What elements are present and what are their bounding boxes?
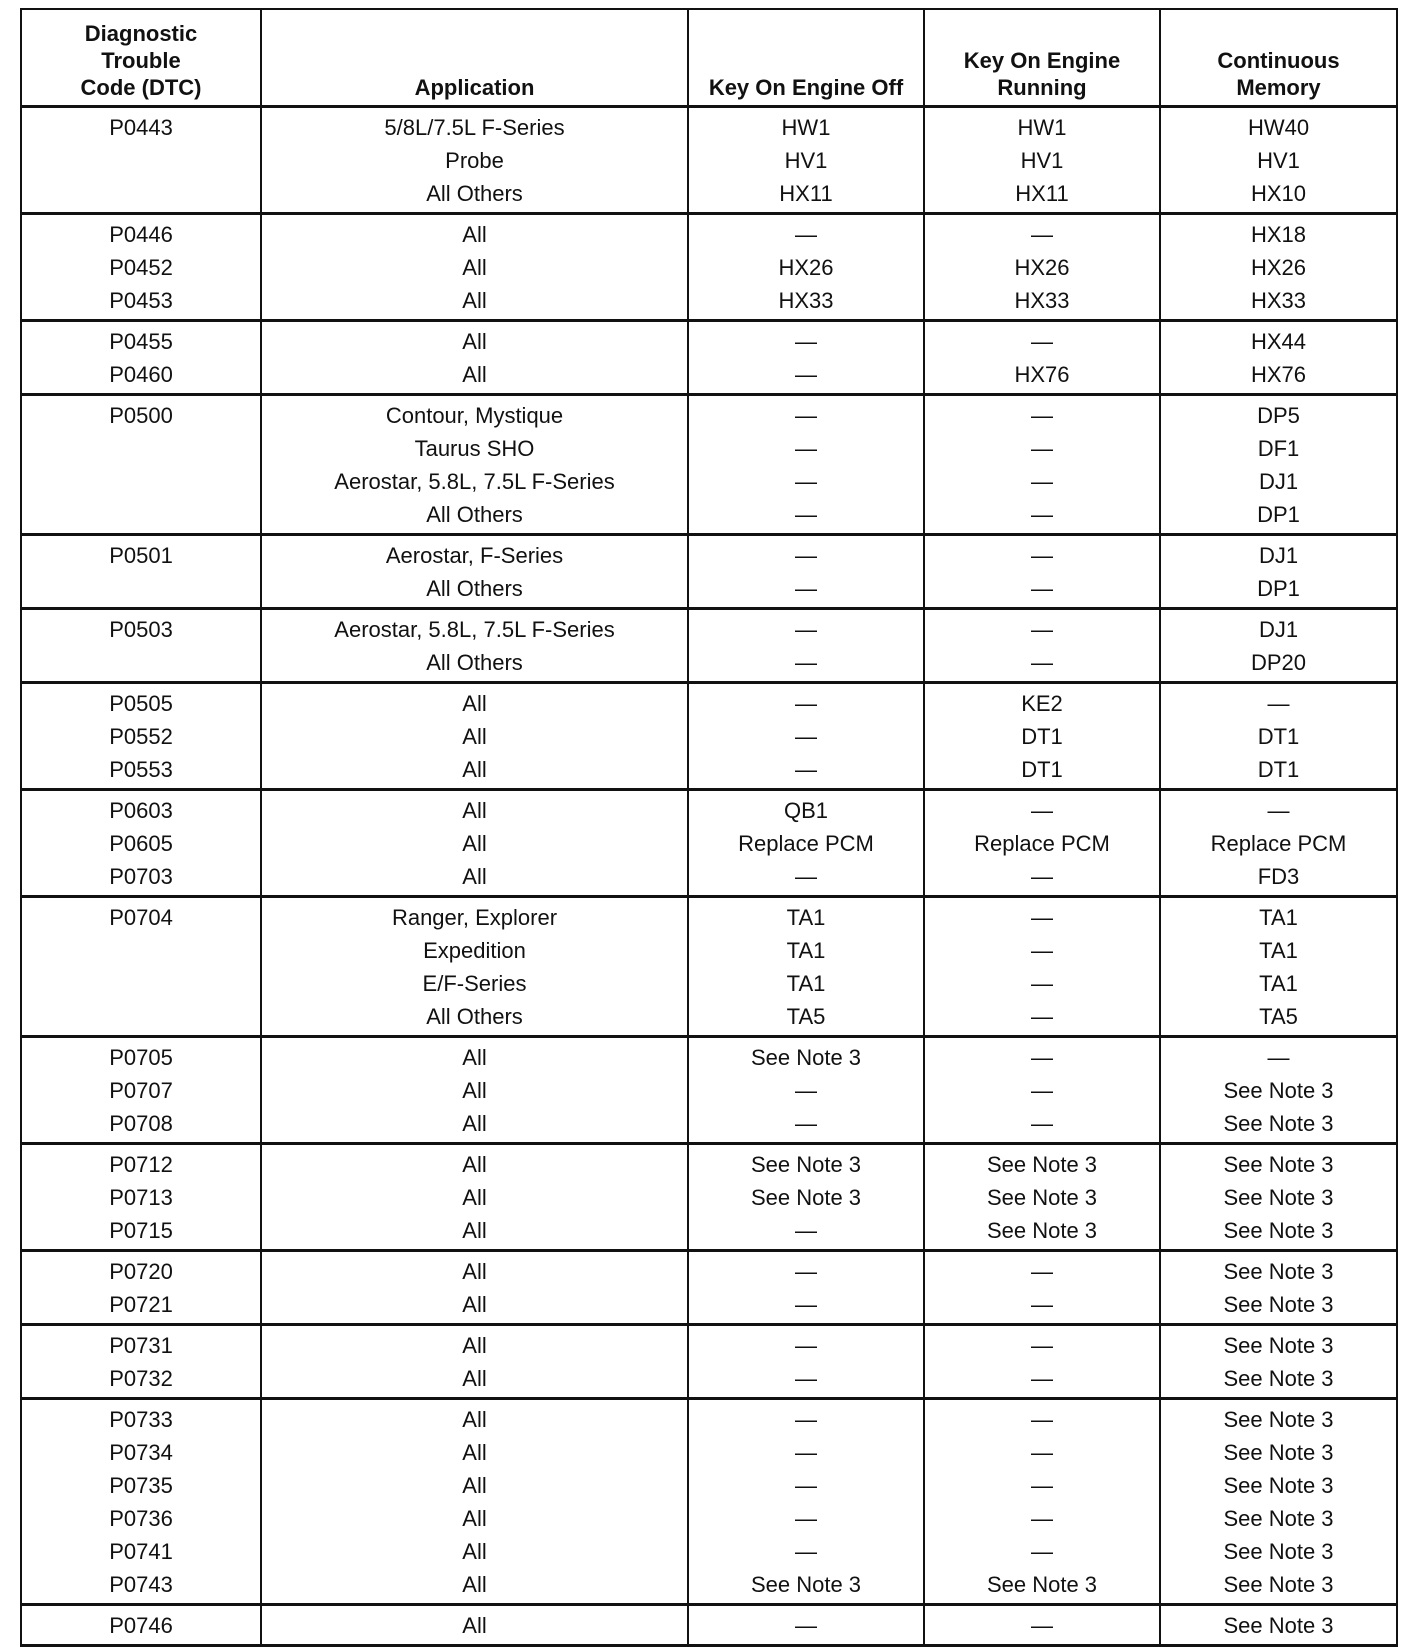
dtc-table — [20, 8, 1398, 1647]
cell-continuous-memory: See Note 3 — [1160, 1436, 1397, 1469]
cell-koeo: — — [688, 1325, 924, 1363]
cell-dtc: P0605 — [21, 827, 261, 860]
cell-application: Aerostar, 5.8L, 7.5L F-Series — [261, 465, 688, 498]
cell-application: All — [261, 1037, 688, 1075]
cell-koeo: — — [688, 358, 924, 395]
row-group — [21, 535, 1397, 609]
row-group — [21, 214, 1397, 321]
cell-koeo: QB1 — [688, 790, 924, 828]
cell-koer: — — [924, 214, 1160, 252]
cell-application: All — [261, 284, 688, 321]
cell-koer: — — [924, 572, 1160, 609]
cell-dtc: P0446 — [21, 214, 261, 252]
cell-dtc: P0736 — [21, 1502, 261, 1535]
table-row — [21, 1107, 1397, 1144]
cell-application: All — [261, 720, 688, 753]
cell-continuous-memory: DP20 — [1160, 646, 1397, 683]
cell-continuous-memory: HX18 — [1160, 214, 1397, 252]
cell-continuous-memory: HX26 — [1160, 251, 1397, 284]
row-group — [21, 1605, 1397, 1646]
cell-continuous-memory: — — [1160, 790, 1397, 828]
cell-dtc — [21, 465, 261, 498]
cell-continuous-memory: See Note 3 — [1160, 1251, 1397, 1289]
cell-koer: HX33 — [924, 284, 1160, 321]
cell-dtc: P0708 — [21, 1107, 261, 1144]
cell-koer: — — [924, 1288, 1160, 1325]
row-group — [21, 897, 1397, 1037]
cell-dtc: P0713 — [21, 1181, 261, 1214]
header-application-label: Application — [414, 75, 535, 100]
cell-continuous-memory: DJ1 — [1160, 465, 1397, 498]
table-row — [21, 1436, 1397, 1469]
row-group — [21, 1251, 1397, 1325]
cell-koeo: See Note 3 — [688, 1181, 924, 1214]
cell-continuous-memory: DT1 — [1160, 720, 1397, 753]
table-row — [21, 395, 1397, 433]
cell-koer: — — [924, 321, 1160, 359]
cell-koeo: — — [688, 1251, 924, 1289]
cell-koeo: TA1 — [688, 897, 924, 935]
cell-dtc: P0720 — [21, 1251, 261, 1289]
table-row — [21, 144, 1397, 177]
table-row — [21, 107, 1397, 145]
header-dtc — [21, 9, 261, 107]
table-row — [21, 860, 1397, 897]
table-row — [21, 1288, 1397, 1325]
header-koer-line-1: Key On Engine — [963, 48, 1121, 73]
cell-koer: — — [924, 1399, 1160, 1437]
cell-continuous-memory: DP5 — [1160, 395, 1397, 433]
cell-continuous-memory: See Note 3 — [1160, 1181, 1397, 1214]
cell-continuous-memory: TA1 — [1160, 967, 1397, 1000]
cell-koeo: — — [688, 1535, 924, 1568]
header-continuous-memory — [1160, 9, 1397, 107]
header-koer — [924, 9, 1160, 107]
cell-dtc: P0503 — [21, 609, 261, 647]
cell-application: All — [261, 321, 688, 359]
cell-koeo: See Note 3 — [688, 1037, 924, 1075]
table-row — [21, 1362, 1397, 1399]
cell-application: Aerostar, F-Series — [261, 535, 688, 573]
row-group — [21, 321, 1397, 395]
cell-koeo: — — [688, 1436, 924, 1469]
header-dtc-line-1: Diagnostic — [84, 21, 198, 46]
table-row — [21, 1037, 1397, 1075]
cell-application: All — [261, 860, 688, 897]
cell-application: All Others — [261, 572, 688, 609]
cell-application: All — [261, 1074, 688, 1107]
cell-koer: HX26 — [924, 251, 1160, 284]
cell-dtc: P0443 — [21, 107, 261, 145]
cell-koer: — — [924, 1605, 1160, 1646]
cell-continuous-memory: DF1 — [1160, 432, 1397, 465]
table-row — [21, 753, 1397, 790]
header-cm-line-1: Continuous — [1217, 48, 1340, 73]
cell-continuous-memory: See Note 3 — [1160, 1144, 1397, 1182]
cell-koer: HV1 — [924, 144, 1160, 177]
cell-koeo: HX11 — [688, 177, 924, 214]
cell-koeo: — — [688, 1288, 924, 1325]
cell-continuous-memory: See Note 3 — [1160, 1214, 1397, 1251]
cell-dtc — [21, 1000, 261, 1037]
cell-koeo: — — [688, 1605, 924, 1646]
cell-dtc — [21, 967, 261, 1000]
cell-koeo: — — [688, 395, 924, 433]
cell-koer: HW1 — [924, 107, 1160, 145]
cell-application: All — [261, 1502, 688, 1535]
cell-koeo: HX33 — [688, 284, 924, 321]
cell-koer: — — [924, 934, 1160, 967]
table-row — [21, 1535, 1397, 1568]
header-cm-line-2: Memory — [1236, 75, 1321, 100]
cell-dtc — [21, 934, 261, 967]
cell-application: 5/8L/7.5L F-Series — [261, 107, 688, 145]
table-row — [21, 1214, 1397, 1251]
cell-koeo: — — [688, 646, 924, 683]
table-row — [21, 1469, 1397, 1502]
header-koeo-label: Key On Engine Off — [708, 75, 904, 100]
cell-application: All — [261, 790, 688, 828]
cell-continuous-memory: HX76 — [1160, 358, 1397, 395]
cell-continuous-memory: DJ1 — [1160, 535, 1397, 573]
table-row — [21, 1074, 1397, 1107]
table-row — [21, 284, 1397, 321]
cell-koeo: — — [688, 683, 924, 721]
cell-koer: DT1 — [924, 720, 1160, 753]
cell-koeo: TA1 — [688, 967, 924, 1000]
cell-continuous-memory: See Note 3 — [1160, 1469, 1397, 1502]
cell-koeo: — — [688, 1214, 924, 1251]
cell-dtc — [21, 432, 261, 465]
cell-koer: — — [924, 465, 1160, 498]
cell-koer: — — [924, 1362, 1160, 1399]
table-row — [21, 1568, 1397, 1605]
table-row — [21, 720, 1397, 753]
cell-dtc: P0460 — [21, 358, 261, 395]
cell-koer: Replace PCM — [924, 827, 1160, 860]
cell-koer: See Note 3 — [924, 1181, 1160, 1214]
cell-koer: — — [924, 1037, 1160, 1075]
cell-koeo: — — [688, 860, 924, 897]
header-dtc-line-3: Code (DTC) — [80, 75, 202, 100]
cell-koer: — — [924, 395, 1160, 433]
cell-koeo: HX26 — [688, 251, 924, 284]
cell-continuous-memory: See Note 3 — [1160, 1325, 1397, 1363]
header-dtc-line-2: Trouble — [101, 48, 181, 73]
cell-koer: — — [924, 967, 1160, 1000]
cell-koer: See Note 3 — [924, 1568, 1160, 1605]
cell-dtc: P0455 — [21, 321, 261, 359]
table-row — [21, 251, 1397, 284]
cell-dtc: P0500 — [21, 395, 261, 433]
cell-continuous-memory: HX10 — [1160, 177, 1397, 214]
cell-dtc — [21, 498, 261, 535]
cell-koer: — — [924, 897, 1160, 935]
cell-koeo: — — [688, 498, 924, 535]
cell-dtc: P0746 — [21, 1605, 261, 1646]
row-group — [21, 609, 1397, 683]
cell-application: Probe — [261, 144, 688, 177]
cell-continuous-memory: See Note 3 — [1160, 1568, 1397, 1605]
cell-koer: — — [924, 860, 1160, 897]
cell-dtc: P0552 — [21, 720, 261, 753]
cell-koer: HX11 — [924, 177, 1160, 214]
table-row — [21, 934, 1397, 967]
cell-continuous-memory: DT1 — [1160, 753, 1397, 790]
cell-application: All — [261, 214, 688, 252]
cell-koeo: — — [688, 1074, 924, 1107]
cell-dtc: P0735 — [21, 1469, 261, 1502]
cell-dtc: P0603 — [21, 790, 261, 828]
cell-continuous-memory: HW40 — [1160, 107, 1397, 145]
cell-koer: DT1 — [924, 753, 1160, 790]
cell-dtc — [21, 572, 261, 609]
cell-koer: — — [924, 790, 1160, 828]
cell-continuous-memory: See Note 3 — [1160, 1362, 1397, 1399]
cell-application: All — [261, 358, 688, 395]
cell-dtc: P0501 — [21, 535, 261, 573]
cell-continuous-memory: See Note 3 — [1160, 1288, 1397, 1325]
table-row — [21, 498, 1397, 535]
cell-koer: See Note 3 — [924, 1144, 1160, 1182]
cell-application: Aerostar, 5.8L, 7.5L F-Series — [261, 609, 688, 647]
cell-application: All — [261, 1181, 688, 1214]
table-row — [21, 1502, 1397, 1535]
cell-continuous-memory: DP1 — [1160, 572, 1397, 609]
cell-koer: — — [924, 1251, 1160, 1289]
cell-koeo: — — [688, 214, 924, 252]
cell-koeo: — — [688, 572, 924, 609]
cell-koer: — — [924, 1107, 1160, 1144]
cell-dtc — [21, 646, 261, 683]
cell-application: All — [261, 1605, 688, 1646]
cell-continuous-memory: TA5 — [1160, 1000, 1397, 1037]
cell-koer: — — [924, 1074, 1160, 1107]
cell-dtc: P0553 — [21, 753, 261, 790]
table-row — [21, 321, 1397, 359]
cell-koeo: — — [688, 535, 924, 573]
cell-koeo: — — [688, 465, 924, 498]
cell-dtc: P0703 — [21, 860, 261, 897]
cell-dtc: P0741 — [21, 1535, 261, 1568]
cell-application: All — [261, 1144, 688, 1182]
cell-dtc: P0704 — [21, 897, 261, 935]
cell-application: All — [261, 753, 688, 790]
table-row — [21, 1399, 1397, 1437]
cell-koeo: — — [688, 321, 924, 359]
header-koer-line-2: Running — [997, 75, 1087, 100]
cell-dtc: P0733 — [21, 1399, 261, 1437]
cell-application: All — [261, 1214, 688, 1251]
cell-koer: — — [924, 1502, 1160, 1535]
row-group — [21, 1144, 1397, 1251]
cell-application: All — [261, 683, 688, 721]
cell-koeo: TA5 — [688, 1000, 924, 1037]
table-row — [21, 1000, 1397, 1037]
table-row — [21, 1605, 1397, 1646]
table-row — [21, 790, 1397, 828]
row-group — [21, 395, 1397, 535]
cell-application: All — [261, 1325, 688, 1363]
cell-application: All — [261, 1436, 688, 1469]
cell-koeo: — — [688, 753, 924, 790]
cell-koer: — — [924, 535, 1160, 573]
cell-continuous-memory: See Note 3 — [1160, 1605, 1397, 1646]
cell-application: All Others — [261, 498, 688, 535]
cell-koeo: — — [688, 1399, 924, 1437]
cell-application: All Others — [261, 1000, 688, 1037]
cell-continuous-memory: FD3 — [1160, 860, 1397, 897]
table-header — [21, 9, 1397, 107]
table-row — [21, 897, 1397, 935]
row-group — [21, 683, 1397, 790]
cell-continuous-memory: TA1 — [1160, 897, 1397, 935]
cell-application: All — [261, 1288, 688, 1325]
cell-application: All — [261, 1107, 688, 1144]
cell-continuous-memory: See Note 3 — [1160, 1502, 1397, 1535]
cell-koer: See Note 3 — [924, 1214, 1160, 1251]
table-row — [21, 1325, 1397, 1363]
table-row — [21, 177, 1397, 214]
table-row — [21, 432, 1397, 465]
cell-koer: — — [924, 1325, 1160, 1363]
cell-koer: — — [924, 1469, 1160, 1502]
row-group — [21, 1037, 1397, 1144]
cell-koeo: TA1 — [688, 934, 924, 967]
cell-continuous-memory: See Note 3 — [1160, 1107, 1397, 1144]
cell-koeo: — — [688, 720, 924, 753]
cell-koeo: — — [688, 609, 924, 647]
cell-dtc: P0732 — [21, 1362, 261, 1399]
cell-koer: — — [924, 1436, 1160, 1469]
cell-application: All — [261, 1362, 688, 1399]
cell-dtc: P0721 — [21, 1288, 261, 1325]
table-row — [21, 827, 1397, 860]
cell-koeo: — — [688, 432, 924, 465]
cell-application: All — [261, 1568, 688, 1605]
table-row — [21, 1181, 1397, 1214]
cell-koer: — — [924, 646, 1160, 683]
row-group — [21, 790, 1397, 897]
cell-application: Ranger, Explorer — [261, 897, 688, 935]
cell-continuous-memory: See Note 3 — [1160, 1074, 1397, 1107]
cell-application: All — [261, 1251, 688, 1289]
cell-koeo: HV1 — [688, 144, 924, 177]
cell-application: Expedition — [261, 934, 688, 967]
table-row — [21, 646, 1397, 683]
cell-dtc: P0453 — [21, 284, 261, 321]
cell-continuous-memory: See Note 3 — [1160, 1399, 1397, 1437]
cell-application: Contour, Mystique — [261, 395, 688, 433]
cell-dtc: P0505 — [21, 683, 261, 721]
cell-dtc: P0705 — [21, 1037, 261, 1075]
table-row — [21, 609, 1397, 647]
table-row — [21, 572, 1397, 609]
cell-koeo: — — [688, 1107, 924, 1144]
cell-continuous-memory: — — [1160, 683, 1397, 721]
cell-koeo: — — [688, 1469, 924, 1502]
cell-application: All — [261, 251, 688, 284]
cell-dtc: P0743 — [21, 1568, 261, 1605]
cell-application: All Others — [261, 646, 688, 683]
cell-koer: — — [924, 498, 1160, 535]
cell-continuous-memory: See Note 3 — [1160, 1535, 1397, 1568]
cell-continuous-memory: DP1 — [1160, 498, 1397, 535]
cell-application: All — [261, 827, 688, 860]
cell-continuous-memory: HX44 — [1160, 321, 1397, 359]
cell-koeo: — — [688, 1502, 924, 1535]
cell-continuous-memory: HV1 — [1160, 144, 1397, 177]
cell-dtc: P0707 — [21, 1074, 261, 1107]
cell-koeo: Replace PCM — [688, 827, 924, 860]
table-row — [21, 535, 1397, 573]
table-row — [21, 683, 1397, 721]
cell-dtc — [21, 144, 261, 177]
cell-continuous-memory: Replace PCM — [1160, 827, 1397, 860]
header-koeo — [688, 9, 924, 107]
cell-continuous-memory: HX33 — [1160, 284, 1397, 321]
cell-koer: — — [924, 432, 1160, 465]
table-row — [21, 1251, 1397, 1289]
cell-koeo: See Note 3 — [688, 1568, 924, 1605]
cell-application: E/F-Series — [261, 967, 688, 1000]
cell-dtc — [21, 177, 261, 214]
cell-koer: KE2 — [924, 683, 1160, 721]
cell-dtc: P0715 — [21, 1214, 261, 1251]
cell-application: All — [261, 1399, 688, 1437]
table-row — [21, 1144, 1397, 1182]
cell-application: All — [261, 1535, 688, 1568]
cell-application: All — [261, 1469, 688, 1502]
cell-koeo: See Note 3 — [688, 1144, 924, 1182]
cell-koeo: — — [688, 1362, 924, 1399]
cell-dtc: P0734 — [21, 1436, 261, 1469]
header-application — [261, 9, 688, 107]
row-group — [21, 107, 1397, 214]
table-row — [21, 967, 1397, 1000]
row-group — [21, 1399, 1397, 1605]
cell-application: Taurus SHO — [261, 432, 688, 465]
row-group — [21, 1325, 1397, 1399]
cell-continuous-memory: TA1 — [1160, 934, 1397, 967]
cell-continuous-memory: DJ1 — [1160, 609, 1397, 647]
cell-dtc: P0731 — [21, 1325, 261, 1363]
dtc-reference-page — [20, 8, 1396, 1647]
cell-dtc: P0452 — [21, 251, 261, 284]
cell-koer: — — [924, 1000, 1160, 1037]
table-row — [21, 214, 1397, 252]
cell-koeo: HW1 — [688, 107, 924, 145]
cell-koer: — — [924, 609, 1160, 647]
cell-koer: — — [924, 1535, 1160, 1568]
cell-koer: HX76 — [924, 358, 1160, 395]
cell-dtc: P0712 — [21, 1144, 261, 1182]
cell-continuous-memory: — — [1160, 1037, 1397, 1075]
table-row — [21, 465, 1397, 498]
table-row — [21, 358, 1397, 395]
cell-application: All Others — [261, 177, 688, 214]
